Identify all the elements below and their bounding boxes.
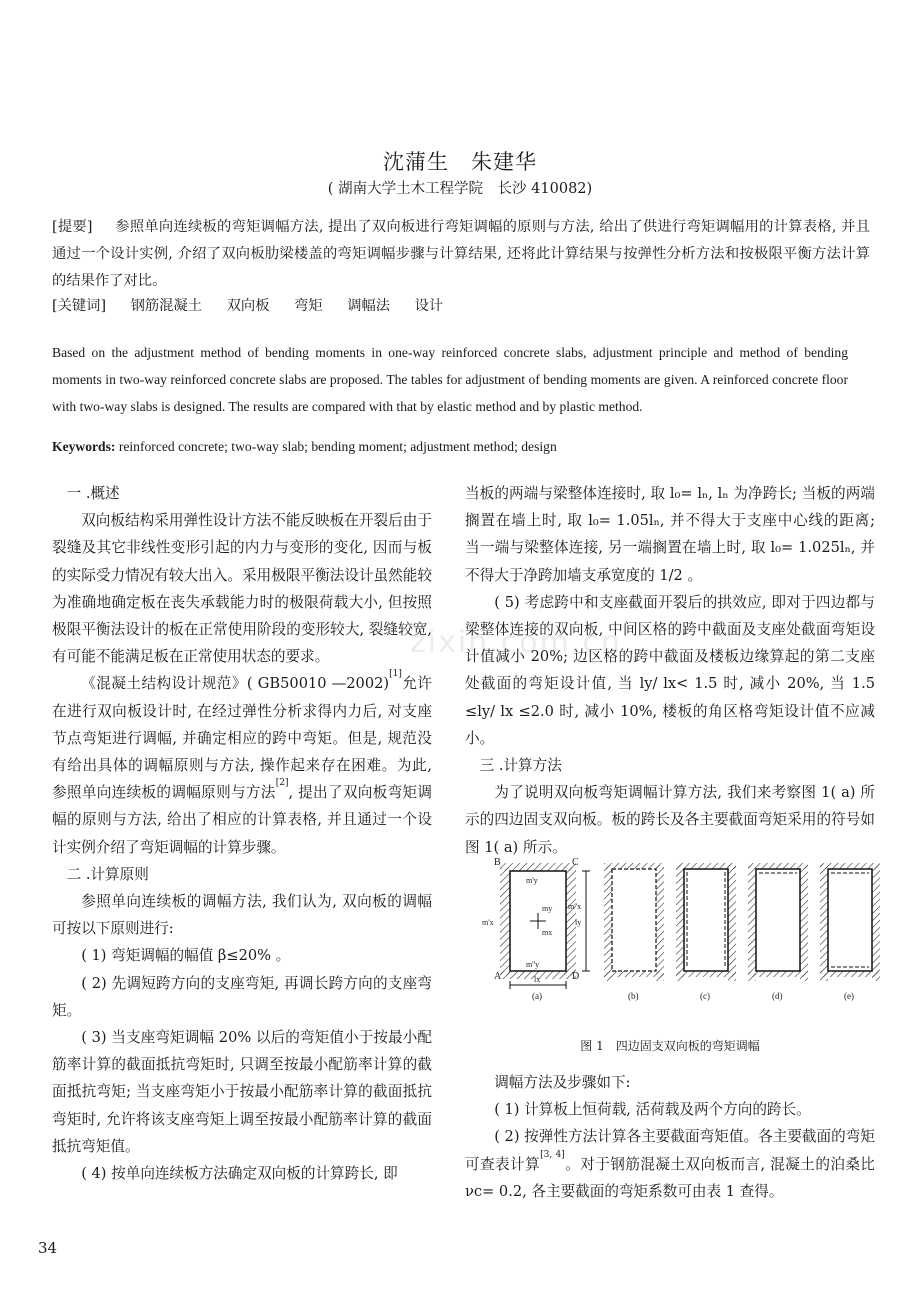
- moment-label-right: m''x: [568, 902, 582, 911]
- rule-item: ( 2) 先调短跨方向的支座弯矩, 再调长跨方向的支座弯矩。: [52, 974, 432, 1019]
- citation: [1]: [389, 669, 402, 680]
- figure-1-diagram: [480, 853, 880, 1001]
- paragraph-part: , 提出了双向板弯矩调幅的原则与方法, 给出了相应的计算表格, 并且通过一个设计实例介绍了弯矩调幅的计算步骤。: [52, 784, 432, 856]
- keywords-cn: [52, 295, 443, 315]
- step-item: ( 1) 计算板上恒荷载, 活荷载及两个方向的跨长。: [494, 1101, 811, 1119]
- keyword-cn-item: 钢筋混凝土: [130, 298, 203, 314]
- keyword-cn-item: 弯矩: [294, 298, 323, 314]
- subfigure-label-b: (b): [628, 991, 639, 1001]
- corner-label-a: A: [494, 971, 502, 982]
- citation: [2]: [275, 778, 289, 789]
- rule-item: ( 4) 按单向连续板方法确定双向板的计算跨长, 即: [81, 1165, 398, 1183]
- keyword-cn-item: 双向板: [226, 298, 270, 314]
- paragraph: 为了说明双向板弯矩调幅计算方法, 我们来考察图 1( a) 所示的四边固支双向板。板的跨长及各主要截面弯矩采用的符号如图 1( a) 所示。: [465, 784, 875, 856]
- paragraph: 调幅方法及步骤如下:: [494, 1074, 631, 1091]
- abstract-cn: [52, 214, 870, 295]
- corner-label-b: B: [494, 857, 501, 868]
- subfigure-c: [676, 863, 736, 1001]
- subfigure-label-e: (e): [844, 991, 854, 1001]
- keyword-cn-item: 设计: [414, 298, 444, 314]
- paragraph-part: 。对于钢筋混凝土双向板而言, 混凝土的泊桑比 νc= 0.2, 各主要截面的弯矩系数可由表 1 查得。: [465, 1155, 876, 1200]
- right-column: [465, 480, 875, 861]
- subfigure-d: [748, 863, 808, 1001]
- span-label-lx: lx: [534, 975, 541, 984]
- section-heading: 三 .计算方法: [479, 757, 562, 775]
- paragraph-part: 《混凝土结构设计规范》( GB50010 —2002): [81, 675, 390, 693]
- paragraph: 双向板结构采用弹性设计方法不能反映板在开裂后由于裂缝及其它非线性变形引起的内力与变形的变化, 因而与板的实际受力情况有较大出入。采用极限平衡法设计虽然能较为准确地确定板在丧失承载能力时的极限荷载大小, 但按照极限平衡法设计的板在正常使用阶段的变形较大, 裂缝较宽, 有可能不能满足板在正常使用状态的要求。: [52, 512, 432, 666]
- subfigure-e: [820, 863, 880, 1001]
- step-item: [465, 1123, 875, 1205]
- rule-item: ( 3) 当支座弯矩调幅 20% 以后的弯矩值小于按最小配筋率计算的截面抵抗弯矩时, 只调至按最小配筋率计算的截面抵抗弯矩; 当支座弯矩小于按最小配筋率计算的截面抵抗弯矩时, 允许将该支座弯矩上调至按最小配筋率计算的截面抵抗弯矩值。: [52, 1029, 432, 1155]
- subfigure-a: [482, 857, 590, 1001]
- paragraph: [52, 670, 432, 860]
- span-label-ly: ly: [575, 918, 582, 927]
- section-heading: 二 .计算原则: [66, 865, 149, 883]
- citation: [3, 4]: [540, 1149, 565, 1160]
- moment-label-my: my: [542, 904, 553, 913]
- right-column-lower: [465, 1069, 875, 1205]
- rule-item: ( 5) 考虑跨中和支座截面开裂后的拱效应, 即对于四边都与梁整体连接的双向板, 中间区格的跨中截面及支座处截面弯矩设计值减小 20%; 边区格的跨中截面及楼板边缘算起的第二支座处截面的弯矩设计值, 当 ly/ lx< 1.5 时, 减小 20%, 当 1.5 ≤ly/ lx ≤2.0 时, 减小 10%, 楼板的角区格弯矩设计值不应减小。: [465, 593, 875, 747]
- rule-item: ( 1) 弯矩调幅的幅值 β≤20% 。: [81, 947, 291, 965]
- abstract-cn-text: 参照单向连续板的弯矩调幅方法, 提出了双向板进行弯矩调幅的原则与方法, 给出了供进行弯矩调幅用的计算表格, 并且通过一个设计实例, 介绍了双向板肋梁楼盖的弯矩调幅步骤与计算结果, 还将此计算结果与按弹性分析方法和按极限平衡方法计算的结果作了对比。: [52, 219, 871, 289]
- keyword-cn-item: 调幅法: [347, 298, 391, 314]
- affiliation: ( 湖南大学土木工程学院 长沙 410082): [327, 181, 593, 197]
- subfigure-label-a: (a): [532, 991, 542, 1001]
- page-number: 34: [38, 1239, 58, 1257]
- paragraph-part: ( 2) 按弹性方法计算各主要截面弯矩值。各主要截面的弯矩可查表计算: [465, 1128, 875, 1173]
- section-heading: 一 .概述: [66, 485, 120, 502]
- paragraph: 当板的两端与梁整体连接时, 取 l₀= lₙ, lₙ 为净跨长; 当板的两端搁置在墙上时, 取 l₀= 1.05lₙ, 并不得大于支座中心线的距离; 当一端与梁整体连接, 另一端搁置在墙上时, 取 l₀= 1.025lₙ, 并不得大于净跨加墙支承宽度的 1/2 。: [465, 485, 875, 584]
- subfigure-b: [604, 863, 664, 1001]
- keywords-en: [52, 439, 557, 455]
- paragraph: 参照单向连续板的调幅方法, 我们认为, 双向板的调幅可按以下原则进行:: [52, 893, 432, 938]
- figure-caption: 图 1 四边固支双向板的弯矩调幅: [580, 1039, 760, 1053]
- corner-label-d: D: [572, 971, 580, 982]
- abstract-cn-label: [提要]: [52, 219, 93, 235]
- subfigure-label-d: (d): [772, 991, 783, 1001]
- corner-label-c: C: [572, 857, 579, 868]
- moment-label-top: m'y: [526, 876, 538, 885]
- keywords-cn-label: [关键词]: [52, 298, 107, 314]
- left-column: [52, 480, 432, 1187]
- moment-label-mx: mx: [542, 928, 553, 937]
- subfigure-label-c: (c): [700, 991, 710, 1001]
- keywords-en-label: Keywords:: [52, 439, 116, 454]
- authors: 沈蒲生 朱建华: [383, 150, 537, 174]
- paragraph-part: 允许在进行双向板设计时, 在经过弹性分析求得内力后, 对支座节点弯矩进行调幅, 并确定相应的跨中弯矩。但是, 规范没有给出具体的调幅原则与方法, 操作起来存在困难。为此, 参照单向连续板的调幅原则与方法: [52, 675, 432, 802]
- moment-label-bottom: m''y: [526, 960, 540, 969]
- watermark: zixin.com.cn: [410, 625, 622, 660]
- abstract-en: Based on the adjustment method of bending moments in one-way reinforced concrete slabs, adjustment principle and method of bending moments in two-way reinforced concrete slabs are proposed. The tables for adjustment of bending moments are given. A reinforced concrete floor with two-way slabs is designed. The results are compared with that by elastic method and by plastic method.: [52, 345, 848, 414]
- moment-label-left: m'x: [482, 918, 494, 927]
- keywords-en-text: reinforced concrete; two-way slab; bending moment; adjustment method; design: [118, 439, 557, 454]
